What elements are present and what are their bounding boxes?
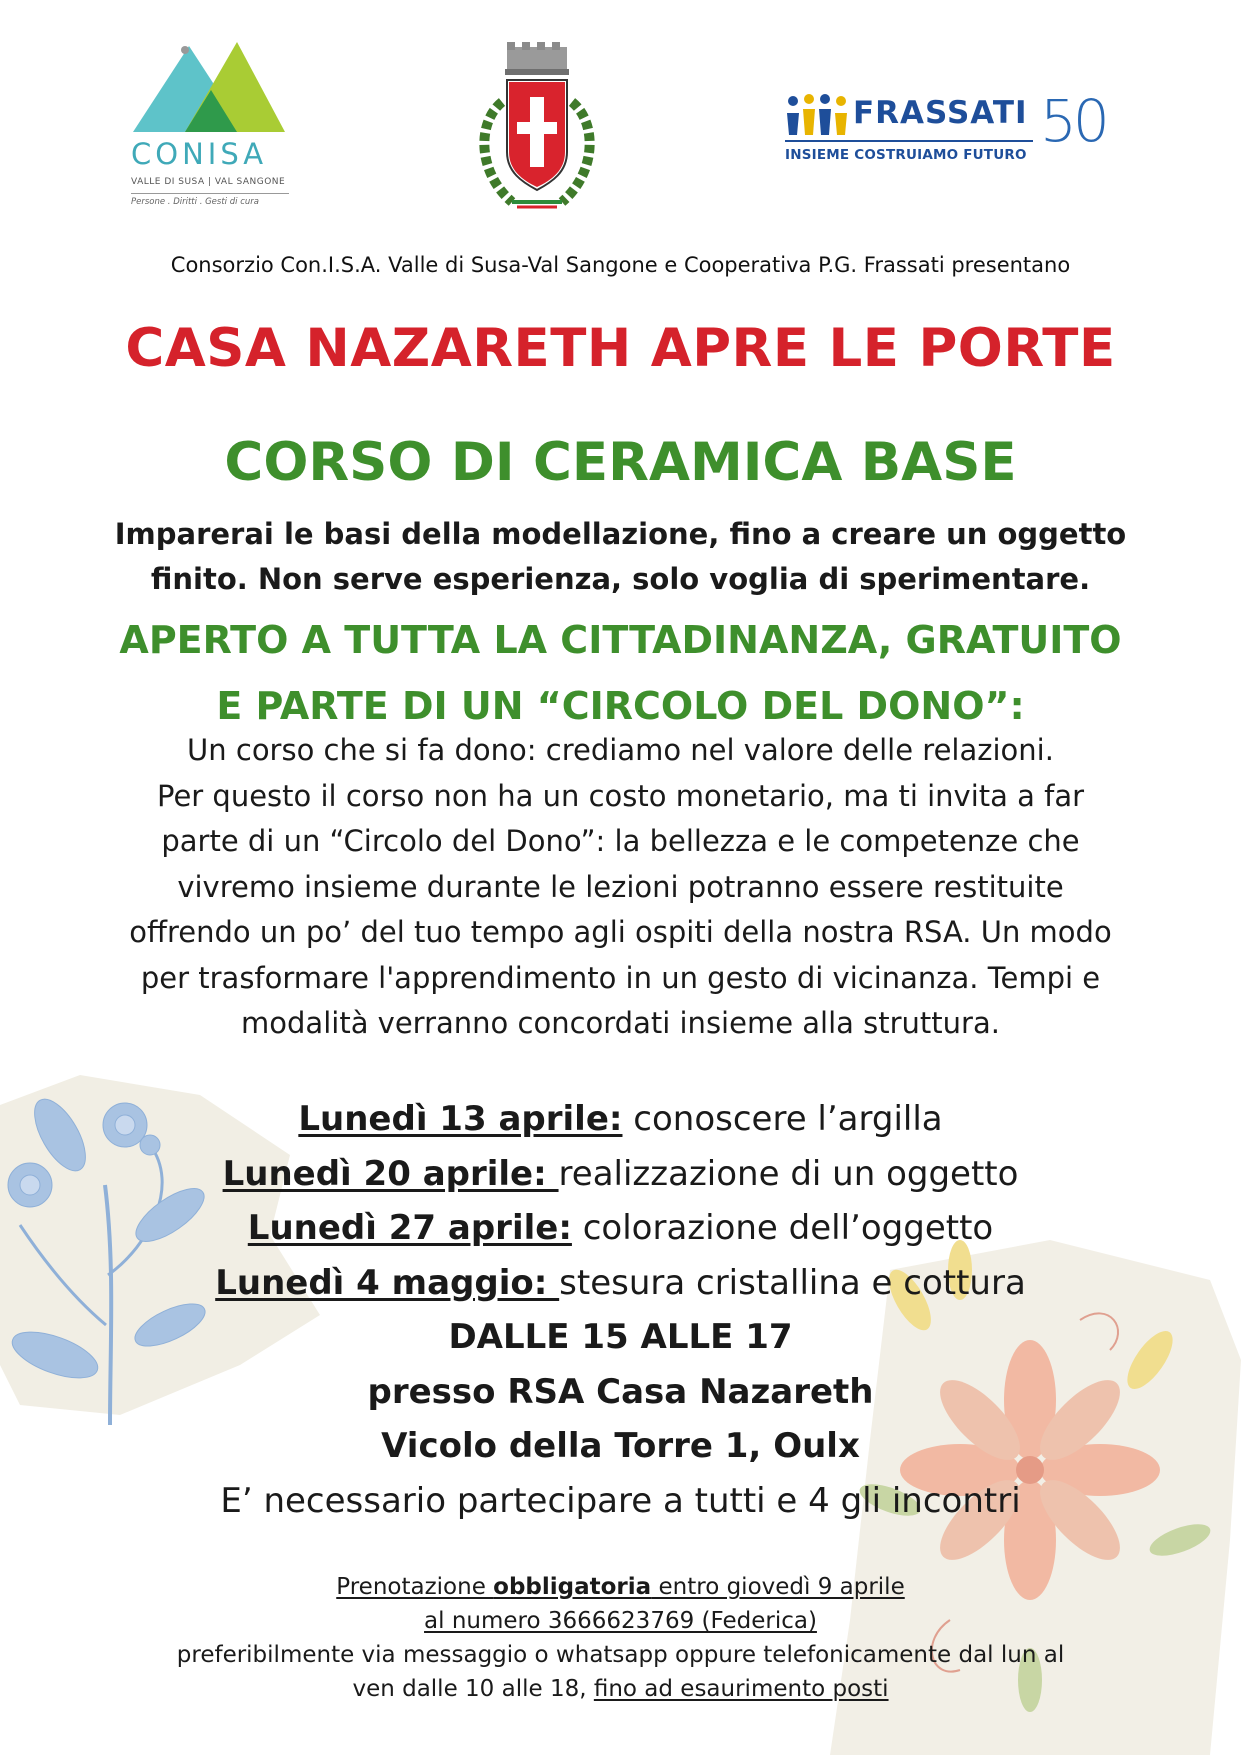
schedule-activity: conoscere l’argilla <box>622 1099 943 1139</box>
frassati-divider <box>785 140 1033 142</box>
schedule-date: Lunedì 4 maggio: <box>215 1262 560 1303</box>
booking-emphasis: obbligatoria <box>493 1574 652 1600</box>
location-address: Vicolo della Torre 1, Oulx <box>381 1426 860 1466</box>
body-line: modalità verranno concordati insieme alla struttura. <box>241 1006 1000 1040</box>
booking-phone: al numero 3666623769 (Federica) <box>424 1608 817 1634</box>
open-line: APERTO A TUTTA LA CITTADINANZA, GRATUITO <box>119 618 1122 662</box>
body-line: Un corso che si fa dono: crediamo nel valore delle relazioni. <box>187 733 1054 767</box>
schedule <box>0 1092 1241 1528</box>
schedule-item <box>0 1201 1241 1256</box>
body-line: vivremo insieme durante le lezioni potranno essere restituite <box>177 869 1064 904</box>
booking-text: Prenotazione <box>336 1574 494 1600</box>
booking-note <box>0 1672 1241 1706</box>
course-title: CORSO DI CERAMICA BASE <box>224 432 1017 493</box>
conisa-logo <box>125 40 295 215</box>
body-line: offrendo un po’ del tuo tempo agli ospiti della nostra RSA. Un modo <box>129 915 1112 949</box>
mountains-icon <box>125 40 295 135</box>
attendance-requirement: E’ necessario partecipare a tutti e 4 gli incontri <box>220 1480 1021 1521</box>
frassati-name: FRASSATI <box>853 95 1028 131</box>
booking-text: entro giovedì 9 aprile <box>651 1574 905 1600</box>
intro-line: finito. Non serve esperienza, solo voglia di sperimentare. <box>150 562 1091 596</box>
municipal-crest-icon <box>462 42 612 217</box>
schedule-activity: colorazione dell’oggetto <box>571 1208 994 1248</box>
intro-line: Imparerai le basi della modellazione, fino a creare un oggetto <box>114 517 1127 551</box>
schedule-item <box>0 1147 1241 1202</box>
body-line: per trasformare l'apprendimento in un gesto di vicinanza. Tempi e <box>140 960 1101 995</box>
booking-deadline <box>0 1570 1241 1604</box>
time-range: DALLE 15 ALLE 17 <box>448 1317 793 1357</box>
conisa-motto: Persone . Diritti . Gesti di cura <box>131 197 259 207</box>
conisa-name: CONISA <box>131 137 268 171</box>
frassati-tagline: INSIEME COSTRUIAMO FUTURO <box>785 147 1027 163</box>
schedule-item <box>0 1256 1241 1311</box>
conisa-subtitle: VALLE DI SUSA | VAL SANGONE <box>131 177 286 187</box>
frassati-logo <box>785 87 1125 175</box>
presenter-line: Consorzio Con.I.S.A. Valle di Susa-Val Sangone e Cooperativa P.G. Frassati presentano <box>170 253 1071 277</box>
schedule-date: Lunedì 13 aprile: <box>298 1099 623 1139</box>
booking-availability: fino ad esaurimento posti <box>593 1676 889 1702</box>
schedule-date: Lunedì 27 aprile: <box>247 1208 572 1248</box>
booking-note-text: ven dalle 10 alle 18, <box>352 1676 594 1702</box>
schedule-activity: stesura cristallina e cottura <box>559 1262 1026 1303</box>
course-intro <box>0 512 1241 602</box>
schedule-item <box>0 1092 1241 1147</box>
booking-note: preferibilmente via messaggio o whatsapp oppure telefonicamente dal lun al <box>176 1642 1065 1668</box>
location-name: presso RSA Casa Nazareth <box>367 1371 874 1412</box>
people-icon <box>785 93 849 137</box>
schedule-activity: realizzazione di un oggetto <box>558 1153 1019 1194</box>
body-line: parte di un “Circolo del Dono”: la bellezza e le competenze che <box>161 824 1080 858</box>
main-title: CASA NAZARETH APRE LE PORTE <box>125 318 1116 379</box>
schedule-date: Lunedì 20 aprile: <box>222 1153 559 1194</box>
open-to-all-heading <box>0 607 1241 739</box>
open-line: E PARTE DI UN “CIRCOLO DEL DONO”: <box>216 684 1025 728</box>
frassati-anniversary: 50 <box>1040 87 1106 155</box>
conisa-divider <box>131 193 289 194</box>
gift-circle-description <box>0 728 1241 1047</box>
booking-info <box>0 1570 1241 1706</box>
body-line: Per questo il corso non ha un costo monetario, ma ti invita a far <box>156 778 1085 813</box>
